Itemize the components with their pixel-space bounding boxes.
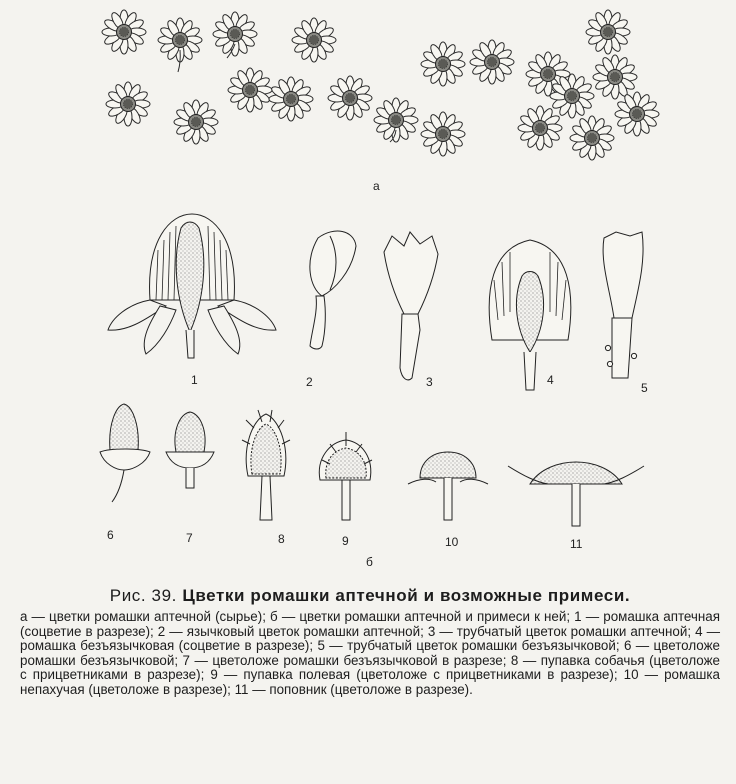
- caption-title-line: [20, 586, 720, 606]
- flower-heads-group: [102, 10, 659, 160]
- tubular-floret-5: [603, 232, 643, 378]
- item-label-6: 6: [107, 528, 114, 542]
- item-label-8: 8: [278, 532, 285, 546]
- item-label-7: 7: [186, 531, 193, 545]
- figure-caption: [20, 586, 720, 698]
- item-label-4: 4: [547, 373, 554, 387]
- item-label-11: 11: [570, 537, 583, 551]
- receptacle-section-8: [242, 410, 290, 520]
- receptacle-section-7: [166, 412, 214, 488]
- caption-body: а — цветки ромашки аптечной (сырье); б — цветки ромашки аптечной и примеси к ней; 1 — ромашка аптечная (соцветие в разрезе); 2 — язычковый цветок ромашки аптечной; 3 — трубчатый цветок ромашки аптечной; 4 — ромашка безъязычковая (соцветие в разрезе); 5 — трубчатый цветок ромашки безъязычковой; 6 — цветоложе ромашки безъязычковой; 7 — цветоложе ромашки безъязычковой в разрезе; 8 — пупавка собачья (цветоложе с прицветниками в разрезе); 9 — пупавка полевая (цветоложе с прицветниками в разрезе); 10 — ромашка непахучая (цветоложе в разрезе); 11 — поповник (цветоложе в разрезе).: [20, 609, 720, 697]
- item-label-2: 2: [306, 375, 313, 389]
- item-label-9: 9: [342, 534, 349, 548]
- group-label-b: б: [366, 555, 373, 569]
- receptacle-section-11: [508, 462, 644, 526]
- figure-number: Рис. 39.: [109, 586, 177, 605]
- tubular-floret-3: [384, 232, 438, 380]
- item-label-10: 10: [445, 535, 459, 549]
- inflorescence-section-4: [489, 240, 571, 390]
- receptacle-section-10: [408, 452, 488, 520]
- ligulate-floret-2: [310, 231, 356, 349]
- item-label-5: 5: [641, 381, 648, 395]
- group-label-a: а: [373, 179, 380, 193]
- item-label-3: 3: [426, 375, 433, 389]
- receptacle-6: [100, 404, 150, 502]
- receptacle-section-9: [319, 432, 372, 520]
- inflorescence-section-1: [108, 214, 276, 358]
- caption-title: Цветки ромашки аптечной и возможные примеси.: [182, 586, 631, 605]
- item-label-1: 1: [191, 373, 198, 387]
